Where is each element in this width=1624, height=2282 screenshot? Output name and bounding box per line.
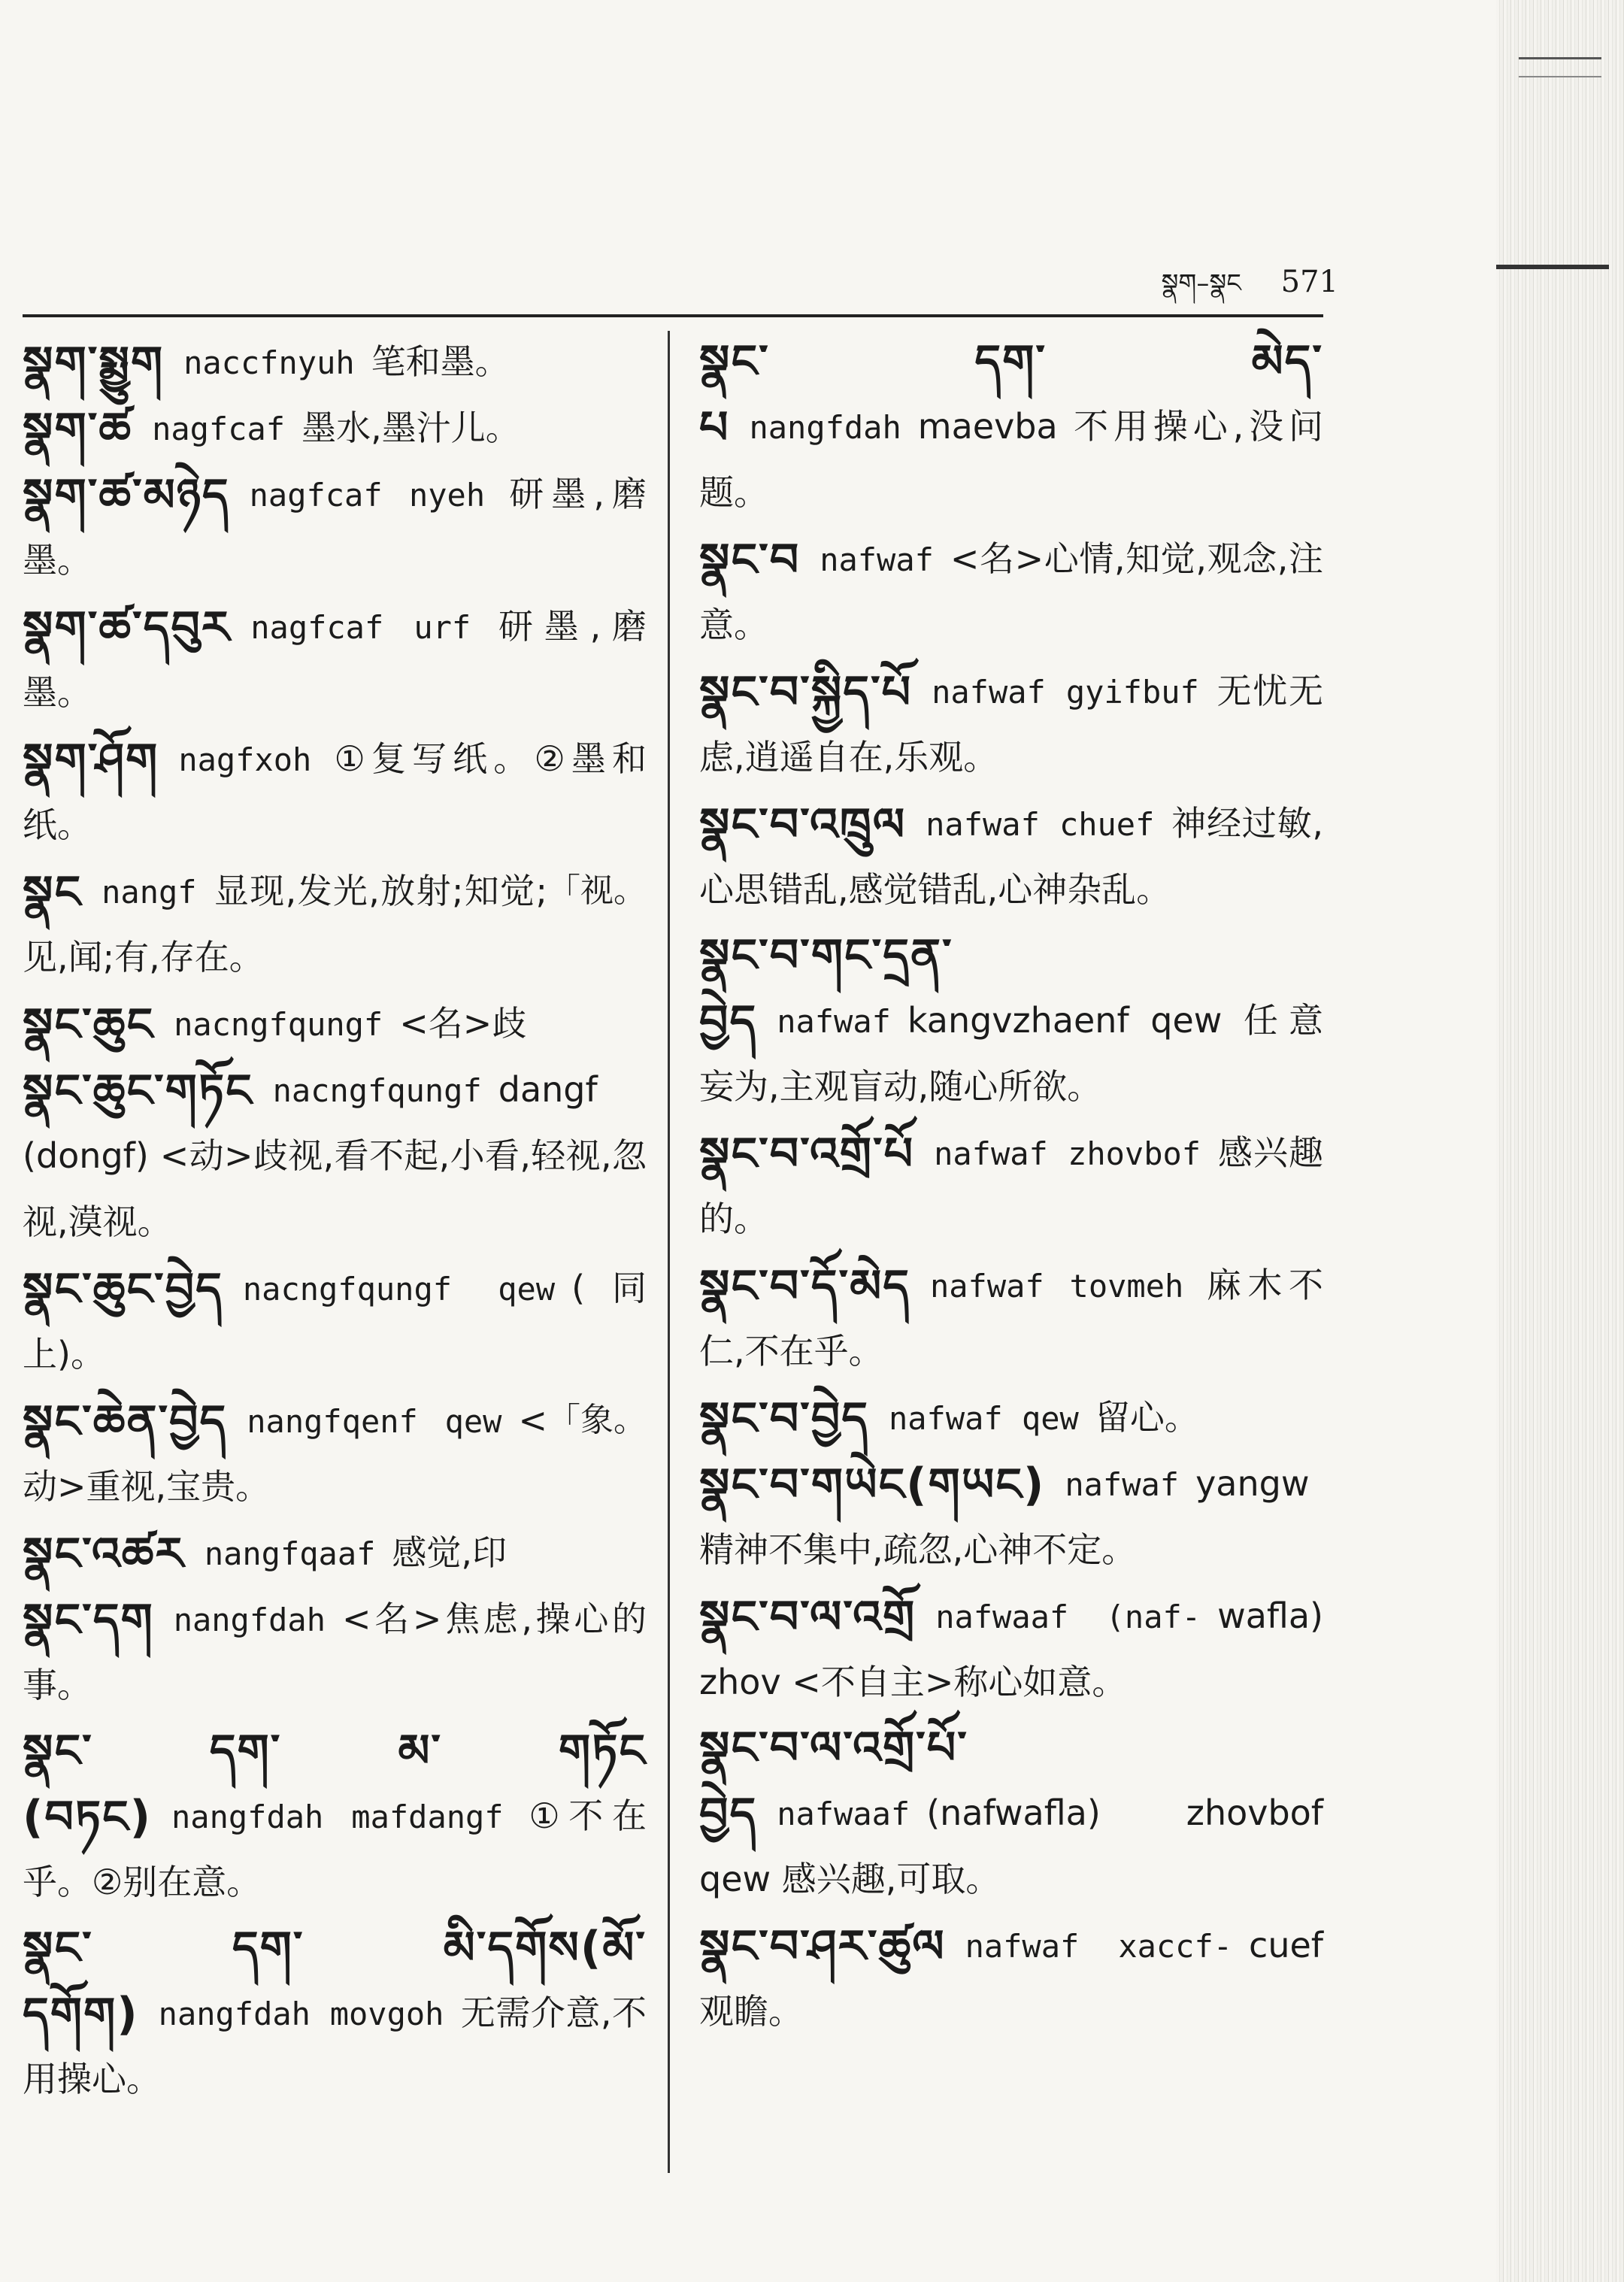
entry-roman: nangfdah mafdangf: [171, 1799, 504, 1835]
entry-roman: nafwaf qew: [888, 1400, 1079, 1437]
entry-roman: nangfqaaf: [204, 1535, 376, 1572]
page-number: 571: [1280, 265, 1338, 299]
dictionary-entry: [699, 1583, 1323, 1716]
dictionary-entry: [23, 1520, 647, 1586]
dictionary-entry: [699, 923, 1323, 1120]
entry-gloss: kangvzhaenf qew 任意妄为,主观盲动,随心所欲。: [699, 1000, 1323, 1107]
dictionary-entry: [699, 1451, 1323, 1583]
entry-tib: སྣང་ཆུང་གཏོང: [23, 1065, 253, 1117]
dictionary-entry: [699, 1253, 1323, 1385]
entry-roman: nangfdah: [749, 409, 901, 446]
dictionary-entry: [699, 1120, 1323, 1253]
entry-gloss: 麻木不仁,不在乎。: [699, 1265, 1323, 1371]
entry-tib: སྣང་འཚར: [23, 1528, 185, 1580]
entry-tib: སྣང་བ: [699, 534, 801, 586]
entry-gloss: 笔和墨。: [371, 341, 510, 382]
entry-tib: སྣང་ དག་ མ་ གཏོང (བཏང): [23, 1725, 647, 1844]
entry-tib: སྣང་ དག་ མེད་ པ: [699, 335, 1323, 454]
guide-words: སྣག–སྣང: [1161, 268, 1241, 299]
entry-tib: སྣག་ཚ་མཉེད: [23, 469, 230, 522]
entry-tib: སྣང་བ་གཡེང(གཡང): [699, 1459, 1046, 1511]
entry-gloss: ①复写纸。②墨和纸。: [23, 738, 647, 845]
running-header: [1030, 254, 1338, 299]
dictionary-entry: [699, 329, 1323, 526]
entry-gloss: <动>重视,宝贵。: [23, 1400, 547, 1507]
entry-roman: nafwaf xaccf-: [965, 1928, 1233, 1965]
entry-roman: nafwaf gyifbuf: [932, 674, 1199, 711]
entry-gloss: 感觉,印: [392, 1532, 508, 1573]
dictionary-entry: [23, 1916, 647, 2113]
entry-roman: nagfcaf: [152, 411, 286, 447]
dictionary-entry: [23, 1057, 647, 1256]
entry-gloss: wafla) zhov <不自主>称心如意。: [699, 1596, 1323, 1702]
entry-roman: nangfqenf qew: [247, 1403, 502, 1440]
entry-gloss: 研墨,磨墨。: [23, 606, 647, 713]
dictionary-entry: [23, 726, 647, 859]
entry-gloss: 无需介意,不用操心。: [23, 1993, 647, 2099]
entry-tib: སྣང་བ་དོ་མེད: [699, 1260, 910, 1313]
header-rule: [23, 314, 1323, 317]
entry-tib: སྣག་ཚ་དབུར: [23, 602, 232, 654]
entry-gloss: 显现,发光,放射;知觉;见,闻;有,存在。: [23, 871, 547, 977]
entry-roman: nacngfqungf: [272, 1072, 482, 1109]
entry-roman: nafwaaf (naf-: [935, 1599, 1201, 1635]
entry-roman: nafwaf chuef: [926, 806, 1155, 843]
left-column: [23, 329, 647, 2113]
entry-tib: སྣང: [23, 866, 83, 919]
entry-side: 「象。: [547, 1401, 647, 1439]
dictionary-entry: [699, 659, 1323, 791]
entry-tib: སྣང་ཆུང: [23, 999, 155, 1051]
dictionary-entry: [699, 1913, 1323, 2045]
entry-gloss: 神经过敏, 心思错乱,感觉错乱,心神杂乱。: [699, 803, 1323, 910]
entry-gloss: <名>心情,知觉,观念,注意。: [699, 538, 1323, 645]
entry-gloss: ①不在乎。②别在意。: [23, 1796, 647, 1902]
entry-tib: སྣང་ཆུང་བྱེད: [23, 1263, 223, 1316]
entry-roman: nafwaf tovmeh: [929, 1268, 1184, 1305]
entry-roman: nafwaf zhovbof: [934, 1135, 1201, 1172]
entry-roman: nangf: [102, 874, 197, 911]
entry-roman: nangfdah: [173, 1602, 326, 1638]
entry-roman: nagfcaf urf: [250, 609, 471, 646]
dictionary-entry: [23, 859, 647, 991]
entry-gloss: 墨水,墨汁儿。: [301, 408, 520, 448]
entry-gloss: cuef 观瞻。: [699, 1925, 1323, 2032]
dictionary-entry: [23, 1719, 647, 1916]
dictionary-entry: [699, 1716, 1323, 1913]
entry-side: 「视。: [547, 871, 647, 910]
dictionary-entry: [23, 462, 647, 594]
dictionary-entry: [23, 594, 647, 726]
column-rule: [668, 331, 670, 2173]
dictionary-entry: [23, 1256, 647, 1388]
entry-gloss: maevba 不用操心,没问题。: [699, 406, 1323, 513]
dictionary-entry: [699, 1385, 1323, 1451]
entry-gloss: yangw 精神不集中,疏忽,心神不定。: [699, 1463, 1310, 1570]
entry-gloss: <名>焦虑,操心的事。: [23, 1599, 647, 1705]
dictionary-entry: [23, 1388, 647, 1520]
entry-roman: nafwaaf: [777, 1796, 910, 1832]
entry-tib: སྣང་བ་གང་དྲན་བྱེད: [699, 929, 953, 1048]
dictionary-entry: [23, 395, 647, 462]
entry-roman: nacngfqungf: [174, 1006, 383, 1043]
entry-gloss: <名>歧: [399, 1003, 527, 1044]
dictionary-entry: [699, 791, 1323, 923]
entry-tib: སྣང་བ་སྐྱིད་པོ: [699, 666, 913, 719]
entry-roman: nangfdah movgoh: [158, 1996, 444, 2032]
entry-gloss: 留心。: [1095, 1397, 1199, 1438]
entry-roman: nacngfqungf qew: [242, 1271, 556, 1308]
entry-roman: nafwaf: [777, 1003, 891, 1040]
entry-tib: སྣང་བ་འཁྲུལ: [699, 799, 907, 851]
dictionary-entry: [23, 329, 647, 395]
entry-tib: སྣང་བ་ཤར་ཚུལ: [699, 1920, 946, 1973]
right-column: [699, 329, 1323, 2045]
dictionary-entry: [23, 991, 647, 1057]
entry-roman: nafwaf: [1065, 1466, 1180, 1503]
entry-tib: སྣང་ཆེན་བྱེད: [23, 1396, 228, 1448]
entry-tib: སྣང་ དག་ མི་དགོས(མོ་དགོག): [23, 1922, 647, 2041]
scan-edge: [1496, 0, 1624, 2282]
entry-tib: སྣང་བ་འགྲོ་པོ: [699, 1128, 915, 1180]
entry-gloss: dangf (dongf) <动>歧视,看不起,小看,轻视,忽视,漠视。: [23, 1069, 647, 1242]
entry-roman: naccfnyuh: [183, 344, 355, 381]
entry-gloss: (nafwafla) zhovbof qew 感兴趣,可取。: [699, 1793, 1323, 1899]
entry-roman: nafwaf: [820, 541, 934, 578]
entry-gloss: 研墨,磨墨。: [23, 474, 647, 580]
entry-gloss: 感兴趣的。: [699, 1132, 1323, 1239]
entry-gloss: 无忧无虑,逍遥自在,乐观。: [699, 671, 1323, 777]
entry-tib: སྣག་སྨྱུག: [23, 337, 165, 389]
entry-roman: nagfxoh: [178, 741, 312, 778]
entry-tib: སྣང་བ་བྱེད: [699, 1393, 869, 1445]
entry-tib: སྣང་དག: [23, 1594, 154, 1647]
scan-edge-mark: [1496, 265, 1609, 277]
dictionary-entry: [699, 526, 1323, 659]
entry-tib: སྣག་ཤོག: [23, 734, 159, 786]
entry-tib: སྣག་ཚ: [23, 403, 133, 456]
entry-tib: སྣང་བ་ལ་འགྲོ་པོ་བྱེད: [699, 1722, 968, 1841]
scan-edge-mark: [1519, 57, 1601, 77]
entry-gloss: (同上)。: [23, 1268, 647, 1374]
entry-roman: nagfcaf nyeh: [249, 477, 486, 514]
dictionary-entry: [23, 1586, 647, 1719]
entry-tib: སྣང་བ་ལ་འགྲོ: [699, 1591, 917, 1644]
